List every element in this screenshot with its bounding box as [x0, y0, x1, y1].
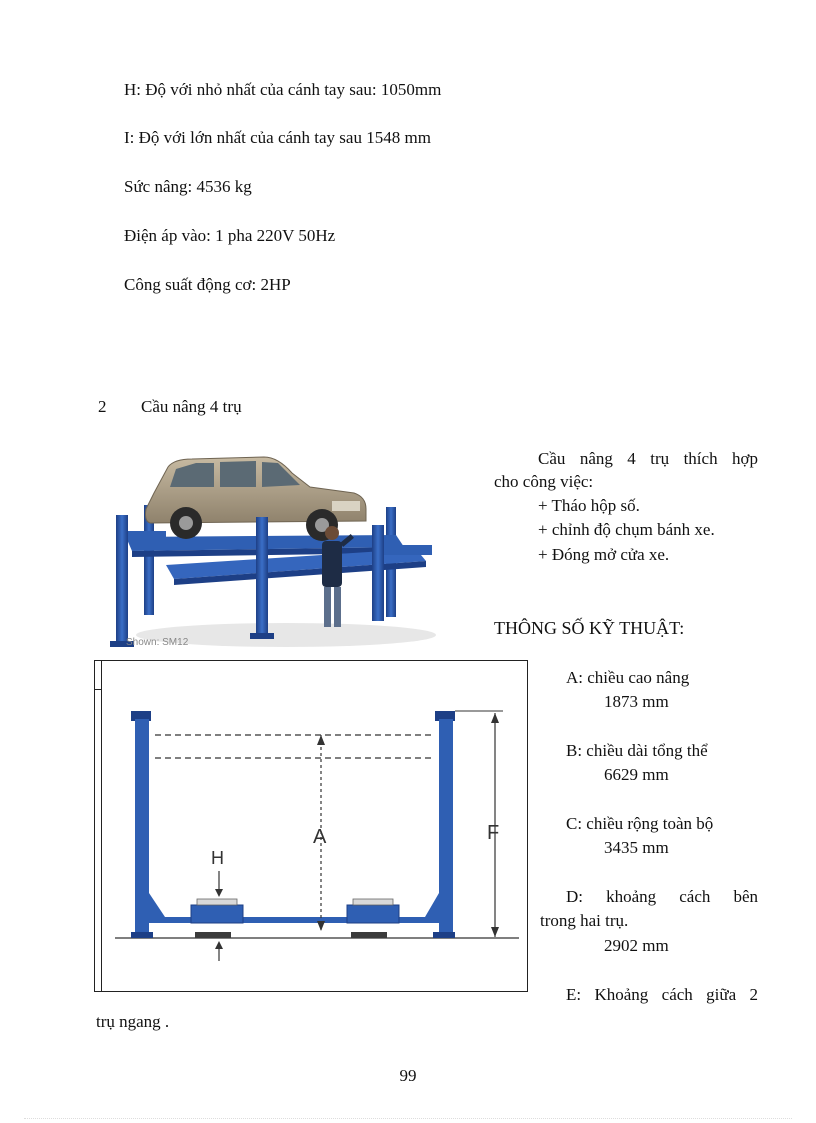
intro-line-1: Cầu nâng 4 trụ thích hợp	[538, 449, 758, 468]
spec-a-value: 1873 mm	[604, 692, 669, 711]
section-title: Cầu nâng 4 trụ	[141, 397, 242, 416]
lift-photo	[96, 445, 464, 653]
spec-a-label: A: chiều cao nâng	[566, 668, 690, 687]
spec-line-load: Sức nâng: 4536 kg	[124, 177, 252, 196]
dimension-a-label: A	[313, 826, 327, 848]
intro-item-3: + Đóng mở cửa xe.	[538, 545, 670, 564]
intro-item-1: + Tháo hộp số.	[538, 496, 640, 515]
spec-b-value: 6629 mm	[604, 765, 669, 784]
intro-item-2: + chỉnh độ chụm bánh xe.	[538, 520, 715, 539]
spec-line-i: I: Độ với lớn nhất của cánh tay sau 1548 mm	[124, 128, 431, 147]
spec-line-power: Công suất động cơ: 2HP	[124, 275, 291, 294]
spec-d-label-2: trong hai trụ.	[540, 911, 629, 930]
footer-divider	[24, 1118, 792, 1119]
spec-line-voltage: Điện áp vào: 1 pha 220V 50Hz	[124, 226, 336, 245]
spec-c-value: 3435 mm	[604, 838, 669, 857]
spec-c-label: C: chiều rộng toàn bộ	[566, 814, 714, 833]
spec-e-line-1: E: Khoảng cách giữa 2	[566, 985, 758, 1004]
spec-b-label: B: chiều dài tổng thể	[566, 741, 708, 760]
dimension-f-label: F	[487, 822, 500, 844]
spec-e-line-2: trụ ngang .	[96, 1012, 170, 1031]
lift-photo-illustration	[96, 445, 464, 653]
dimension-h-label: H	[211, 848, 224, 868]
photo-caption: Shown: SM12	[126, 637, 189, 648]
page-number: 99	[399, 1066, 417, 1085]
spec-d-value: 2902 mm	[604, 936, 669, 955]
spec-line-h: H: Độ với nhỏ nhất của cánh tay sau: 1050mm	[124, 80, 442, 99]
spec-d-label: D: khoảng cách bên	[566, 887, 758, 906]
intro-line-2: cho công việc:	[494, 472, 594, 491]
lift-diagram-frame	[94, 660, 528, 992]
section-number: 2	[98, 397, 107, 416]
lift-dimension-diagram	[95, 661, 527, 991]
spec-heading: THÔNG SỐ KỸ THUẬT:	[494, 618, 685, 638]
